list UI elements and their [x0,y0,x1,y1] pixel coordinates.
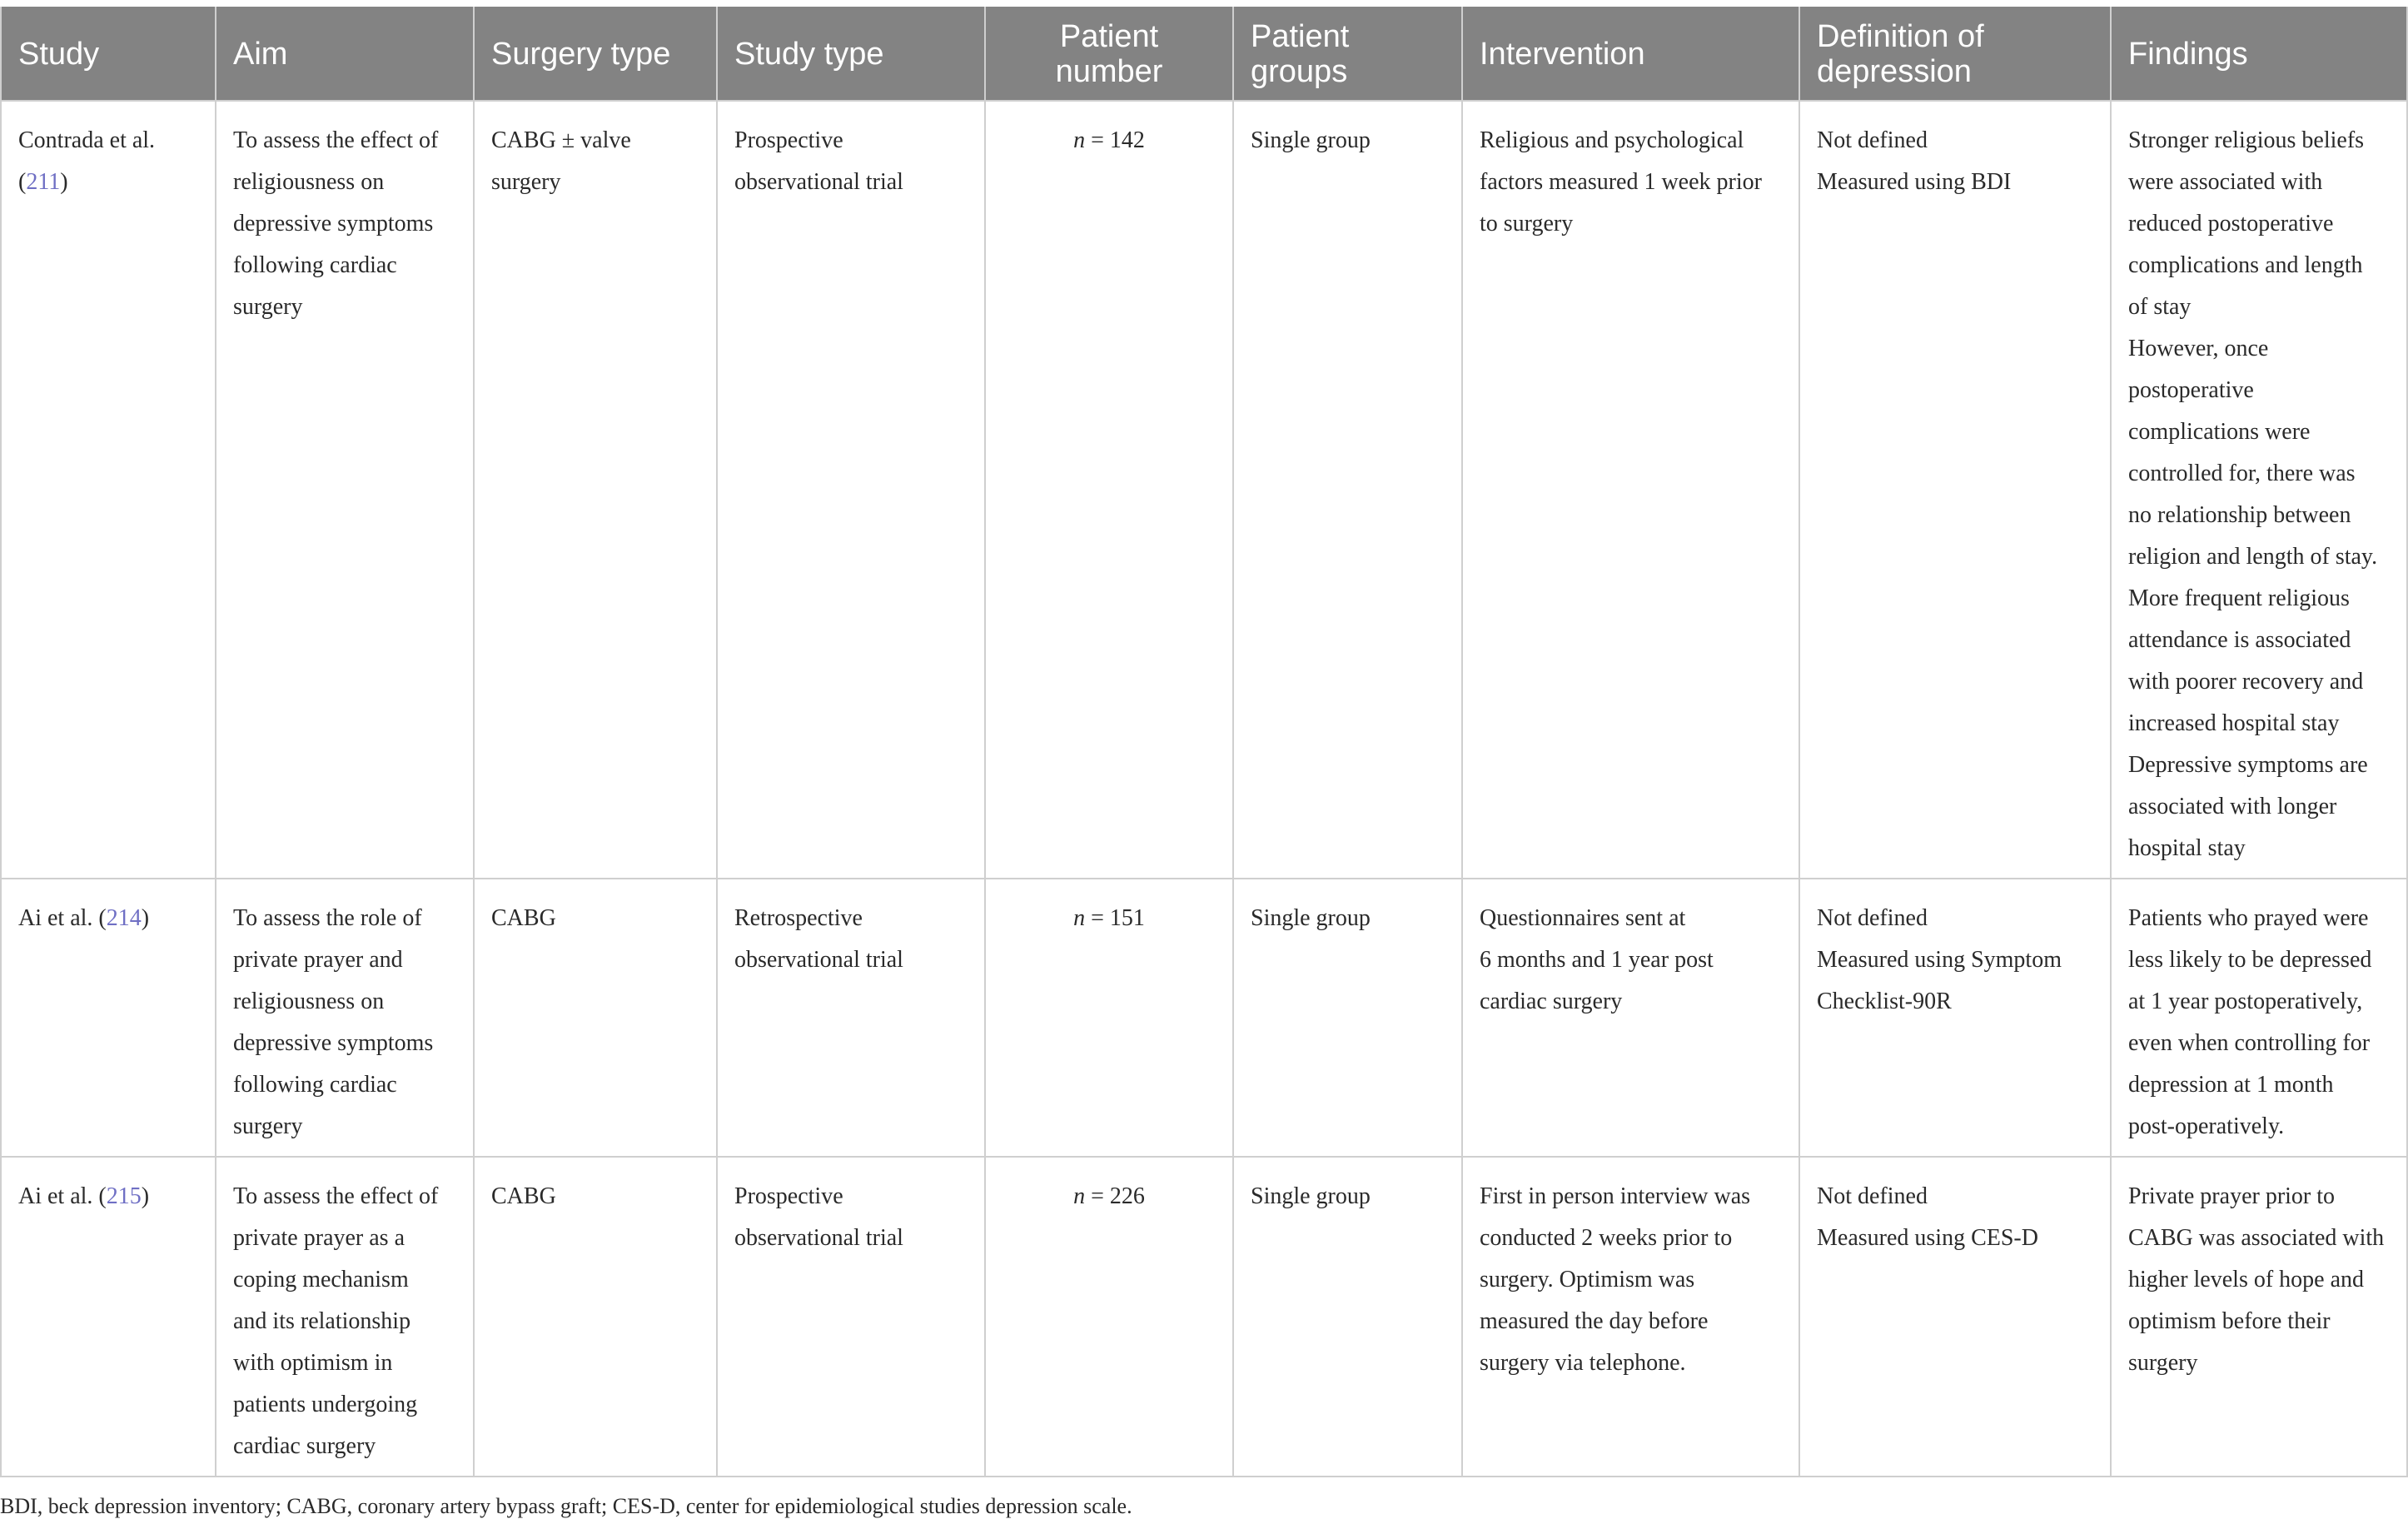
cell-aim-line: patients undergoing [233,1392,418,1417]
cell-study-type [717,879,985,1157]
study-paren-open: ( [98,905,107,931]
cell-aim-line: with optimism in [233,1350,393,1376]
table-row [1,879,2407,1157]
cell-findings-line: religion and length of stay. [2128,544,2378,570]
cell-findings-line: complications were [2128,419,2311,445]
table-page [0,7,2408,1519]
header-surgery-type: Surgery type [474,7,717,101]
cell-aim-line: surgery [233,294,303,320]
cell-intervention-line: 6 months and 1 year post [1480,947,1714,973]
cell-intervention [1462,101,1799,879]
cell-aim-line: depressive symptoms [233,1030,434,1056]
cell-definition-line: Measured using BDI [1817,169,2012,195]
header-study: Study [1,7,216,101]
cell-definition [1799,879,2111,1157]
cell-findings-line: at 1 year postoperatively, [2128,989,2363,1014]
cell-findings-line: attendance is associated [2128,627,2351,653]
cell-findings-line: reduced postoperative [2128,211,2334,237]
cell-aim [216,1157,474,1477]
study-reference-link[interactable]: 211 [26,169,61,195]
cell-patient-groups: Single group [1233,101,1462,879]
cell-definition-line: Not defined [1817,1183,1928,1209]
cell-intervention-line: to surgery [1480,211,1574,237]
cell-aim-line: surgery [233,1113,303,1139]
cell-findings [2111,101,2407,879]
cell-surgery-type-line: surgery [491,169,561,195]
header-aim: Aim [216,7,474,101]
cell-surgery-type [474,879,717,1157]
cell-findings-line: More frequent religious [2128,585,2350,611]
cell-intervention-line: Questionnaires sent at [1480,905,1686,931]
cell-intervention-line: conducted 2 weeks prior to [1480,1225,1733,1251]
cell-aim-line: coping mechanism [233,1267,409,1292]
cell-aim-line: religiousness on [233,169,385,195]
cell-aim-line: cardiac surgery [233,1433,376,1459]
cell-intervention-line: measured the day before [1480,1308,1709,1334]
cell-definition-line: Checklist-90R [1817,989,1952,1014]
cell-study-type-line: observational trial [734,947,903,973]
cell-study-type-line: observational trial [734,169,903,195]
cell-findings-line: However, once [2128,336,2269,361]
study-paren-open: ( [98,1183,107,1209]
cell-definition [1799,101,2111,879]
cell-surgery-type-line: CABG ± valve [491,127,631,153]
cell-intervention [1462,879,1799,1157]
cell-findings-line: controlled for, there was [2128,461,2356,486]
cell-findings [2111,879,2407,1157]
cell-definition-line: Not defined [1817,127,1928,153]
header-row [1,7,2407,101]
cell-study-type-line: Retrospective [734,905,863,931]
cell-findings-line: associated with longer [2128,794,2337,819]
header-patient-groups-line: groups [1251,54,1348,89]
studies-table [0,7,2408,1477]
cell-study-type [717,101,985,879]
cell-patient-number [985,1157,1233,1477]
patient-n-value: = 151 [1091,905,1145,931]
cell-findings-line: postoperative [2128,377,2254,403]
cell-intervention-line: surgery via telephone. [1480,1350,1686,1376]
header-patient-number-line: Patient [1059,19,1159,54]
study-reference-link[interactable]: 214 [106,905,142,931]
cell-definition [1799,1157,2111,1477]
header-study-type: Study type [717,7,985,101]
cell-intervention-line: cardiac surgery [1480,989,1623,1014]
cell-aim-line: following cardiac [233,1072,397,1098]
cell-patient-number [985,101,1233,879]
header-intervention: Intervention [1462,7,1799,101]
cell-findings-line: even when controlling for [2128,1030,2371,1056]
cell-aim-line: To assess the role of [233,905,422,931]
study-paren-close: ) [141,905,150,931]
cell-aim-line: depressive symptoms [233,211,434,237]
cell-intervention-line: factors measured 1 week prior [1480,169,1762,195]
header-findings: Findings [2111,7,2407,101]
cell-definition-line: Not defined [1817,905,1928,931]
cell-findings-line: optimism before their [2128,1308,2331,1334]
patient-n-value: = 142 [1091,127,1145,153]
study-reference-link[interactable]: 215 [106,1183,142,1209]
cell-intervention-line: Religious and psychological [1480,127,1744,153]
cell-study [1,1157,216,1477]
study-author: Ai et al. [18,905,93,931]
header-patient-number [985,7,1233,101]
patient-n-label: n [1073,127,1086,153]
cell-findings-line: with poorer recovery and [2128,669,2364,695]
cell-findings-line: complications and length [2128,252,2363,278]
study-author: Ai et al. [18,1183,93,1209]
patient-n-label: n [1073,1183,1086,1209]
study-author: Contrada et al. [18,127,156,153]
cell-patient-groups: Single group [1233,879,1462,1157]
header-patient-groups-line: Patient [1251,19,1350,54]
cell-findings-line: were associated with [2128,169,2323,195]
cell-patient-groups: Single group [1233,1157,1462,1477]
cell-aim-line: private prayer and [233,947,403,973]
header-patient-number-line: number [1055,54,1163,89]
header-definition-line: Definition of [1817,19,1984,54]
patient-n-value: = 226 [1091,1183,1145,1209]
cell-study-type-line: Prospective [734,1183,843,1209]
table-header [1,7,2407,101]
cell-findings-line: CABG was associated with [2128,1225,2385,1251]
cell-surgery-type [474,1157,717,1477]
study-paren-close: ) [141,1183,150,1209]
study-paren-close: ) [60,169,68,195]
cell-aim [216,879,474,1157]
cell-findings-line: no relationship between [2128,502,2351,528]
cell-aim-line: and its relationship [233,1308,411,1334]
cell-findings-line: Patients who prayed were [2128,905,2369,931]
cell-intervention-line: First in person interview was [1480,1183,1751,1209]
cell-findings-line: depression at 1 month [2128,1072,2334,1098]
cell-findings-line: Stronger religious beliefs [2128,127,2365,153]
cell-findings-line: Private prayer prior to [2128,1183,2336,1209]
cell-findings-line: increased hospital stay [2128,710,2340,736]
cell-aim-line: To assess the effect of [233,1183,439,1209]
cell-study [1,879,216,1157]
cell-findings-line: higher levels of hope and [2128,1267,2365,1292]
cell-findings-line: of stay [2128,294,2192,320]
table-row [1,101,2407,879]
table-footnote: BDI, beck depression inventory; CABG, coronary artery bypass graft; CES-D, center for epidemiological studies depression scale. [0,1494,1132,1518]
cell-definition-line: Measured using CES-D [1817,1225,2038,1251]
cell-surgery-type [474,101,717,879]
cell-surgery-type-line: CABG [491,1183,556,1209]
cell-definition-line: Measured using Symptom [1817,947,2062,973]
cell-findings-line: surgery [2128,1350,2198,1376]
cell-intervention-line: surgery. Optimism was [1480,1267,1695,1292]
cell-findings-line: less likely to be depressed [2128,947,2372,973]
cell-surgery-type-line: CABG [491,905,556,931]
cell-study-type [717,1157,985,1477]
cell-findings-line: post-operatively. [2128,1113,2285,1139]
cell-patient-number [985,879,1233,1157]
cell-aim-line: religiousness on [233,989,385,1014]
cell-study-type-line: observational trial [734,1225,903,1251]
table-row [1,1157,2407,1477]
cell-findings [2111,1157,2407,1477]
cell-aim [216,101,474,879]
header-definition [1799,7,2111,101]
cell-study [1,101,216,879]
cell-intervention [1462,1157,1799,1477]
cell-aim-line: To assess the effect of [233,127,439,153]
cell-aim-line: following cardiac [233,252,397,278]
cell-aim-line: private prayer as a [233,1225,405,1251]
header-patient-groups [1233,7,1462,101]
table-body [1,101,2407,1477]
patient-n-label: n [1073,905,1086,931]
cell-study-type-line: Prospective [734,127,843,153]
cell-findings-line: Depressive symptoms are [2128,752,2368,778]
study-paren-open: ( [18,169,27,195]
cell-findings-line: hospital stay [2128,835,2246,861]
header-definition-line: depression [1817,54,1972,89]
